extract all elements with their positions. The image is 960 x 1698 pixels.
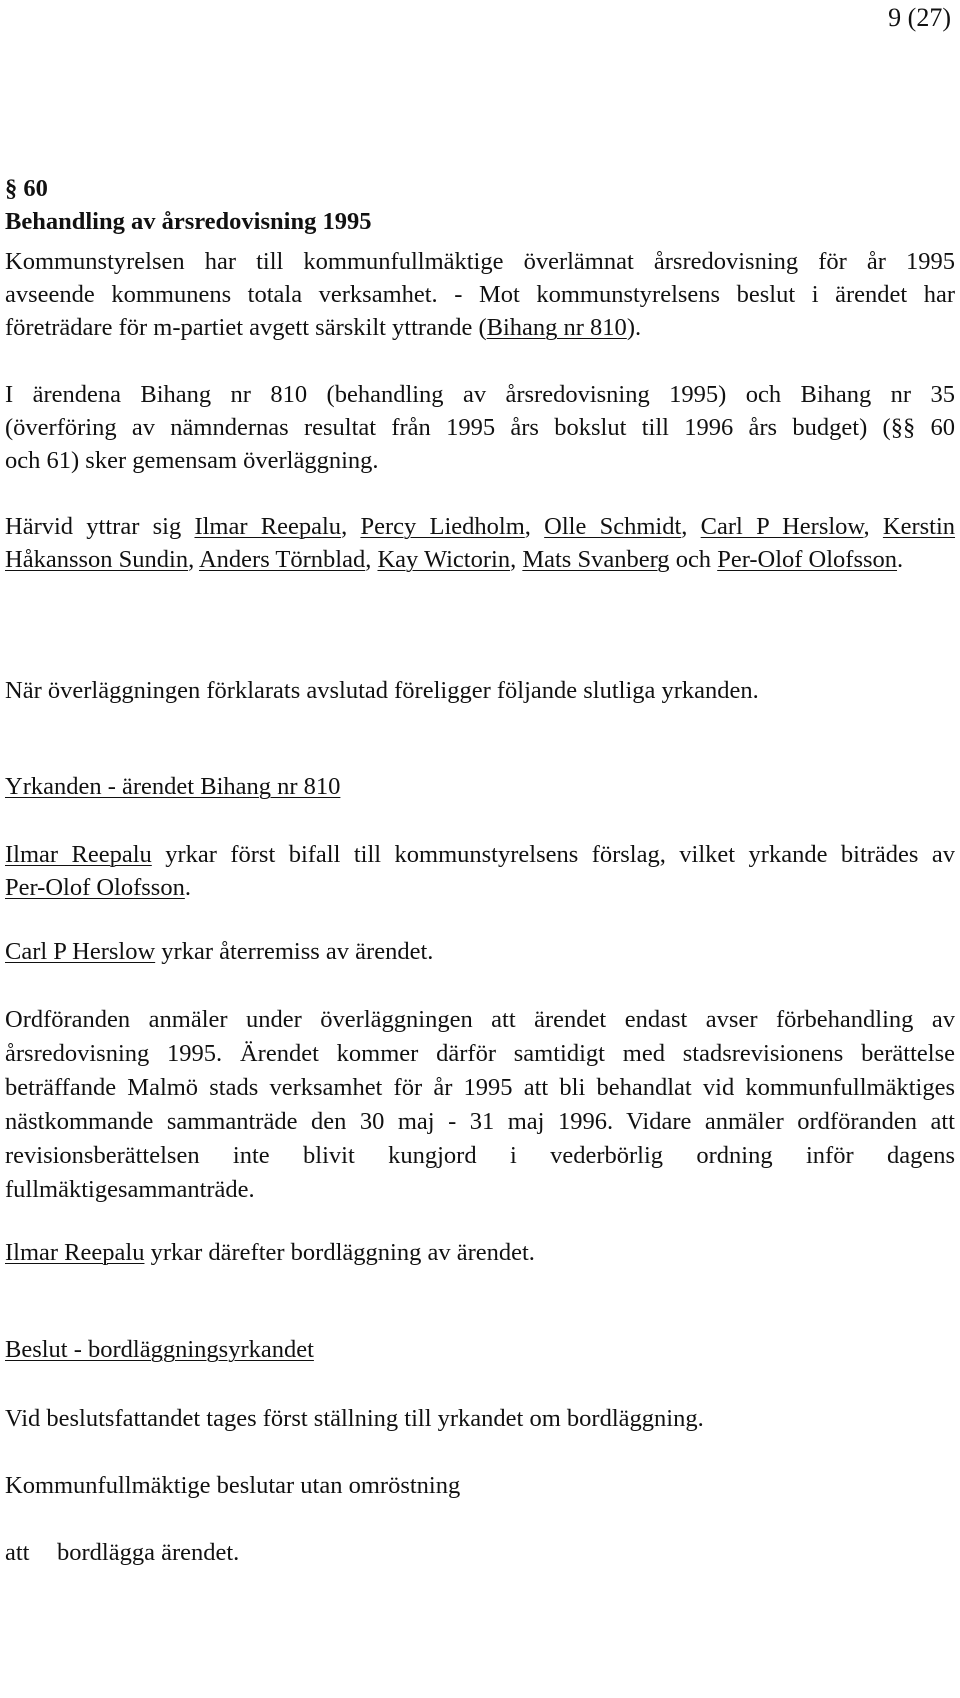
paragraph-decision-procedure: Vid beslutsfattandet tages först ställning till yrkandet om bordläggning.: [5, 1405, 704, 1432]
paragraph-chair-statement: Ordföranden anmäler under överläggningen att ärendet endast avser förbehandling av årsredovisning 1995. Ärendet kommer därför samtidigt med stadsrevisionens berättelse beträffande Malmö stads verksamhet för år 1995 att bli behandlat vid kommunfullmäktiges nästkommande sammanträde den 30 maj - 31 maj 1996. Vidare anmäler ordföranden att revisionsberättelsen inte blivit kungjord i vederbörlig ordning inför dagens fullmäktigesammanträde.: [5, 1006, 955, 1203]
paragraph-line: och 61) sker gemensam överläggning.: [5, 447, 379, 474]
speaker-link[interactable]: Mats Svanberg: [522, 546, 670, 573]
speaker-link[interactable]: Percy Liedholm: [360, 513, 525, 540]
paragraph-line: Kommunstyrelsen har till kommunfullmäktige överlämnat årsredovisning för år 1995: [5, 248, 955, 275]
speaker-link[interactable]: Carl P Herslow: [700, 513, 864, 540]
paragraph-intro: [5, 245, 955, 344]
paragraph-line: avseende kommunens totala verksamhet. - Mot kommunstyrelsens beslut i ärendet har: [5, 281, 955, 308]
paragraph-line: (överföring av nämndernas resultat från 1995 års bokslut till 1996 års budget) (§§ 60: [5, 414, 955, 441]
name-link[interactable]: Carl P Herslow: [5, 938, 156, 965]
decision-text: bordlägga ärendet.: [57, 1539, 240, 1566]
link-bihang-810[interactable]: Bihang nr 810: [486, 314, 627, 341]
paragraph-line: företrädare för m-partiet avgett särskilt yttrande (Bihang nr 810).: [5, 314, 642, 341]
paragraph-reepalu-motion: [5, 838, 955, 904]
name-link[interactable]: Ilmar Reepalu: [5, 841, 152, 868]
speaker-link[interactable]: Anders Törnblad: [198, 546, 366, 573]
paragraph-tabling-motion: Ilmar Reepalu yrkar därefter bordläggning av ärendet.: [5, 1239, 535, 1266]
paragraph-debate-closed: När överläggningen förklarats avslutad föreligger följande slutliga yrkanden.: [5, 677, 759, 704]
speaker-link[interactable]: Kerstin Håkansson Sundin: [5, 513, 956, 573]
paragraph-line: Per-Olof Olofsson.: [5, 874, 191, 901]
heading-yrkanden: Yrkanden - ärendet Bihang nr 810: [5, 773, 341, 800]
speaker-link[interactable]: Per-Olof Olofsson: [717, 546, 898, 573]
paragraph-joint-debate: [5, 378, 955, 477]
speaker-link[interactable]: Olle Schmidt: [544, 513, 682, 540]
paragraph-speakers: Härvid yttrar sig Ilmar Reepalu, Percy Liedholm, Olle Schmidt, Carl P Herslow, Kerstin Håkansson Sundin, Anders Törnblad, Kay Wictorin, Mats Svanberg och Per-Olof Olofsson.: [5, 513, 956, 573]
att-label: att: [5, 1539, 30, 1566]
paragraph-line: Ilmar Reepalu yrkar först bifall till kommunstyrelsens förslag, vilket yrkande biträdes av: [5, 841, 956, 868]
paragraph-decision: Kommunfullmäktige beslutar utan omröstning: [5, 1472, 461, 1499]
paragraph-herslow-motion: Carl P Herslow yrkar återremiss av ärendet.: [5, 938, 434, 965]
speaker-link[interactable]: Kay Wictorin: [377, 546, 511, 573]
paragraph-line: I ärendena Bihang nr 810 (behandling av årsredovisning 1995) och Bihang nr 35: [5, 381, 955, 408]
section-title: Behandling av årsredovisning 1995: [5, 208, 372, 235]
heading-beslut: Beslut - bordläggningsyrkandet: [5, 1336, 314, 1363]
name-link[interactable]: Ilmar Reepalu: [5, 1239, 145, 1266]
section-number: § 60: [5, 175, 48, 202]
decision-clause: [5, 1536, 955, 1569]
page-number: 9 (27): [888, 3, 951, 32]
speaker-link[interactable]: Ilmar Reepalu: [194, 513, 342, 540]
name-link[interactable]: Per-Olof Olofsson: [5, 874, 185, 901]
